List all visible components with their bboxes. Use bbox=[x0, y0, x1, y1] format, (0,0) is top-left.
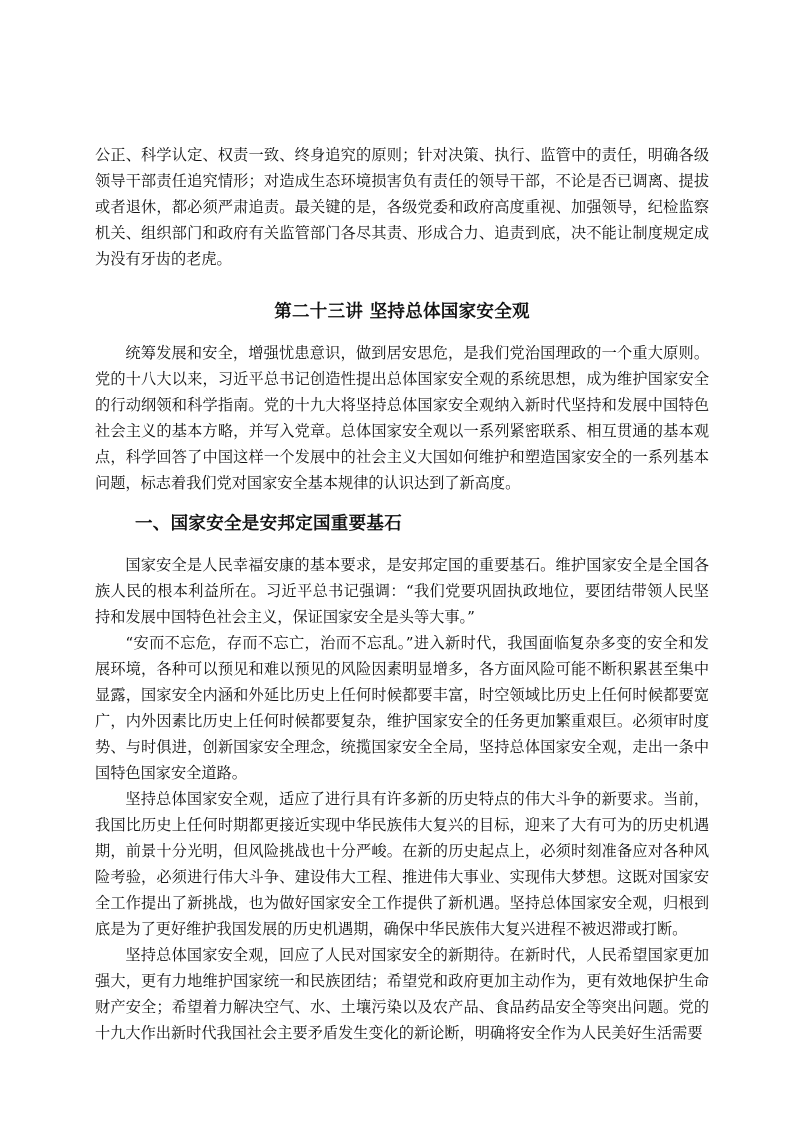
body-paragraph: 国家安全是人民幸福安康的基本要求，是安邦定国的重要基石。维护国家安全是全国各族人民的根本利益所在。习近平总书记强调：“我们党要巩固执政地位，要团结带领人民坚持和发展中国特色社会主义，保证国家安全是头等大事。” bbox=[95, 556, 709, 626]
body-paragraph: “安而不忘危，存而不忘亡，治而不忘乱。”进入新时代，我国面临复杂多变的安全和发展环境，各种可以预见和难以预见的风险因素明显增多，各方面风险可能不断积累甚至集中显露，国家安全内涵和外延比历史上任何时候都要丰富，时空领域比历史上任何时候都要宽广，内外因素比历史上任何时候都要复杂，维护国家安全的任务更加繁重艰巨。必须审时度势、与时俱进，创新国家安全理念，统揽国家安全全局，坚持总体国家安全观，走出一条中国特色国家安全道路。 bbox=[95, 634, 709, 782]
lecture-title: 第二十三讲 坚持总体国家安全观 bbox=[274, 302, 530, 322]
body-paragraph: 坚持总体国家安全观，适应了进行具有许多新的历史特点的伟大斗争的新要求。当前，我国比历史上任何时期都更接近实现中华民族伟大复兴的目标，迎来了大有可为的历史机遇期，前景十分光明，但风险挑战也十分严峻。在新的历史起点上，必须时刻准备应对各种风险考验，必须进行伟大斗争、建设伟大工程、推进伟大事业、实现伟大梦想。这既对国家安全工作提出了新挑战，也为做好国家安全工作提供了新机遇。坚持总体国家安全观，归根到底是为了更好维护我国发展的历史机遇期，确保中华民族伟大复兴进程不被迟滞或打断。 bbox=[95, 790, 709, 938]
lecture-intro-paragraph: 统筹发展和安全，增强忧患意识，做到居安思危，是我们党治国理政的一个重大原则。党的十八大以来，习近平总书记创造性提出总体国家安全观的系统思想，成为维护国家安全的行动纲领和科学指南。党的十九大将坚持总体国家安全观纳入新时代坚持和发展中国特色社会主义的基本方略，并写入党章。总体国家安全观以一系列紧密联系、相互贯通的基本观点，科学回答了中国这样一个发展中的社会主义大国如何维护和塑造国家安全的一系列基本问题，标志着我们党对国家安全基本规律的认识达到了新高度。 bbox=[95, 344, 709, 492]
document-page bbox=[95, 142, 709, 1046]
body-paragraph: 坚持总体国家安全观，回应了人民对国家安全的新期待。在新时代，人民希望国家更加强大，更有力地维护国家统一和民族团结；希望党和政府更加主动作为，更有效地保护生命财产安全；希望着力解决空气、水、土壤污染以及农产品、食品药品安全等突出问题。党的十九大作出新时代我国社会主要矛盾发生变化的新论断，明确将安全作为人民美好生活需要 bbox=[95, 946, 709, 1042]
section-title: 一、国家安全是安邦定国重要基石 bbox=[135, 514, 402, 534]
intro-paragraph: 公正、科学认定、权责一致、终身追究的原则；针对决策、执行、监管中的责任，明确各级领导干部责任追究情形；对造成生态环境损害负有责任的领导干部，不论是否已调离、提拔或者退休，都必须严肃追责。最关键的是，各级党委和政府高度重视、加强领导，纪检监察机关、组织部门和政府有关监管部门各尽其责、形成合力、追责到底，决不能让制度规定成为没有牙齿的老虎。 bbox=[95, 146, 709, 268]
